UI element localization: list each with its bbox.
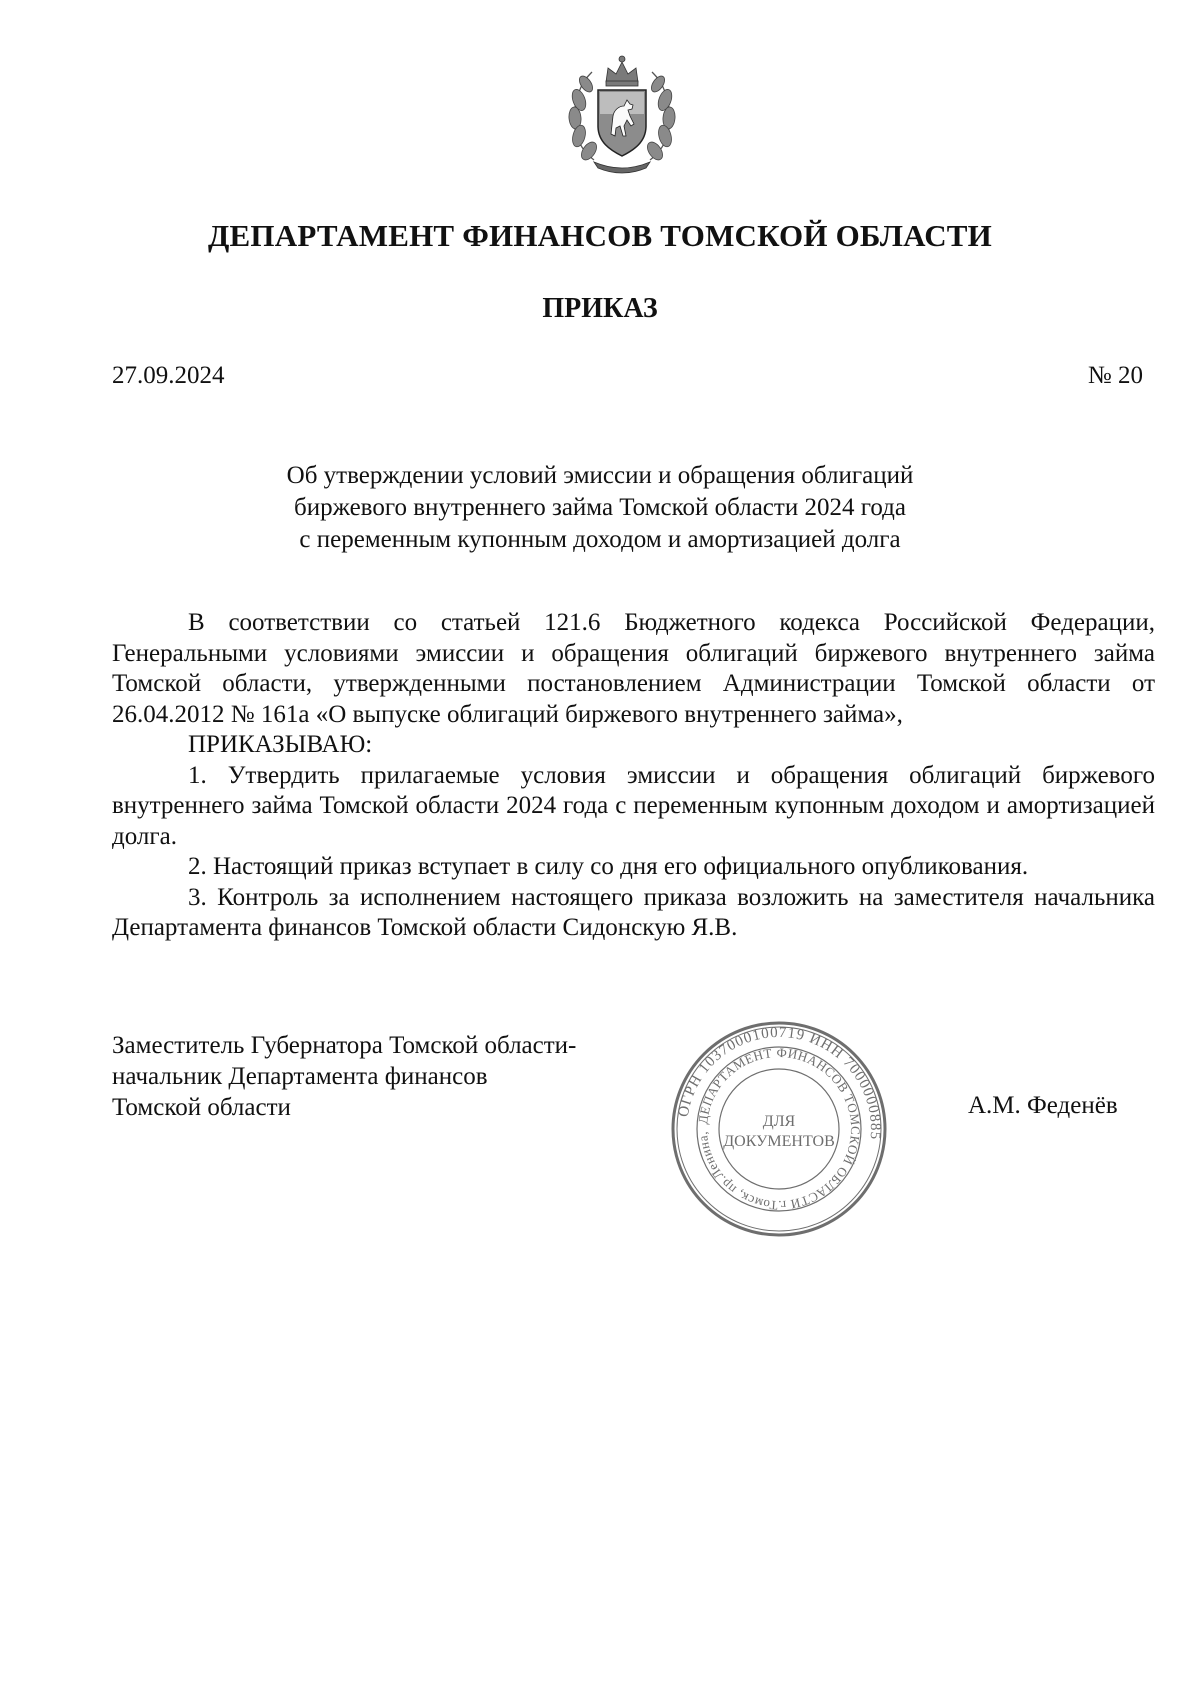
order-directive: ПРИКАЗЫВАЮ: bbox=[188, 731, 373, 758]
order-item-3: 3. Контроль за исполнением настоящего приказа возложить на заместителя начальника Департамента финансов Томской области Сидонскую Я.В. bbox=[112, 883, 1155, 941]
order-item-2: 2. Настоящий приказ вступает в силу со дня его официального опубликования. bbox=[188, 853, 1029, 880]
subject-line: биржевого внутреннего займа Томской области 2024 года bbox=[294, 494, 906, 521]
seal-center-line: ДОКУМЕНТОВ bbox=[723, 1133, 835, 1150]
signatory-title-line: Заместитель Губернатора Томской области- bbox=[112, 1032, 577, 1059]
document-type-title: ПРИКАЗ bbox=[542, 293, 658, 324]
document-subject bbox=[200, 460, 1000, 556]
document-body bbox=[112, 608, 1155, 944]
seal-outer-text: ОГРН 1037000100719 ИНН 7000000885 bbox=[675, 1024, 884, 1141]
subject-line: Об утверждении условий эмиссии и обращения облигаций bbox=[286, 462, 914, 489]
preamble-paragraph: В соответствии со статьей 121.6 Бюджетного кодекса Российской Федерации, Генеральными условиями эмиссии и обращения облигаций биржевого внутреннего займа Томской области, утвержденными постановлением Администрации Томской области от 26.04.2012 № 161а «О выпуске облигаций биржевого внутреннего займа», bbox=[112, 609, 1155, 728]
document-number: № 20 bbox=[1087, 362, 1143, 389]
round-seal-icon bbox=[668, 1018, 890, 1240]
signatory-title-line: Томской области bbox=[112, 1094, 291, 1121]
subject-line: с переменным купонным доходом и амортизацией долга bbox=[299, 526, 901, 553]
signatory-title-line: начальник Департамента финансов bbox=[112, 1063, 488, 1090]
order-item-1: 1. Утвердить прилагаемые условия эмиссии и обращения облигаций биржевого внутреннего займа Томской области 2024 года с переменным купонным доходом и амортизацией долга. bbox=[112, 761, 1155, 850]
seal-inner-text: ДЕПАРТАМЕНТ ФИНАНСОВ ТОМСКОЙ ОБЛАСТИ г.Томск, пр.Ленина, bbox=[695, 1044, 864, 1214]
document-date: 27.09.2024 bbox=[112, 362, 225, 389]
department-heading: ДЕПАРТАМЕНТ ФИНАНСОВ ТОМСКОЙ ОБЛАСТИ bbox=[208, 218, 992, 253]
seal-center-line: ДЛЯ bbox=[762, 1113, 796, 1130]
signatory-name: А.М. Феденёв bbox=[968, 1092, 1118, 1119]
coat-of-arms-emblem-icon bbox=[564, 50, 680, 174]
signatory-title bbox=[112, 1030, 576, 1123]
